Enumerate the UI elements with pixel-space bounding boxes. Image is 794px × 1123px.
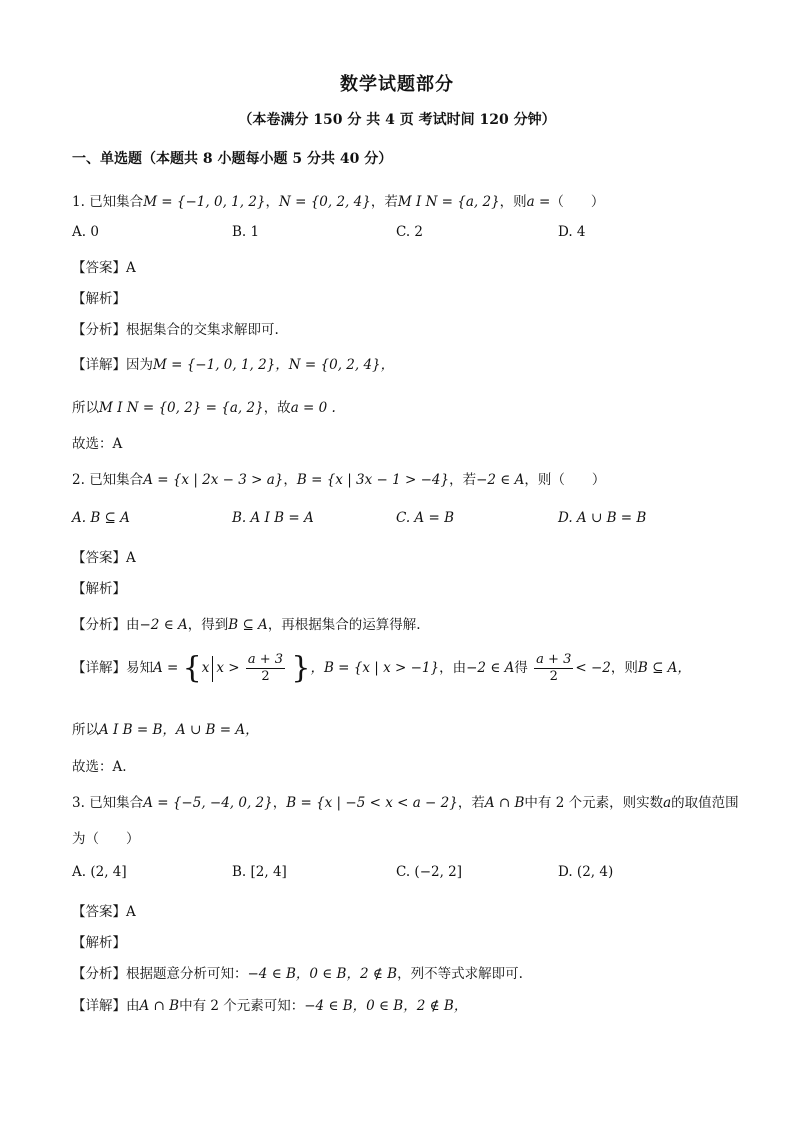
- q2-option-c: C. A = B: [396, 510, 454, 526]
- q3-xiangjie: 【详解】由A ∩ B中有 2 个元素可知：−4 ∈ B，0 ∈ B，2 ∉ B，: [72, 998, 468, 1014]
- q1-set-n: N = {0, 2, 4}: [279, 194, 371, 210]
- q3-stem-continued: 为（ ）: [72, 831, 140, 847]
- page-subtitle: （本卷满分 150 分 共 4 页 考试时间 120 分钟）: [238, 112, 556, 128]
- q1-option-a: A. 0: [72, 224, 99, 240]
- q1-option-c: C. 2: [396, 224, 424, 240]
- q1-set-m: M = {−1, 0, 1, 2}: [143, 194, 266, 210]
- q3-jiexi: 【解析】: [72, 935, 126, 951]
- q3-option-d: D. (2, 4): [558, 864, 614, 880]
- q1-stem: 1. 已知集合M = {−1, 0, 1, 2}，N = {0, 2, 4}，若M I N = {a, 2}，则a =（ ）: [72, 194, 605, 210]
- q1-derivation: 所以M I N = {0, 2} = {a, 2}，故a = 0 .: [72, 400, 336, 416]
- section-heading: 一、单选题（本题共 8 小题每小题 5 分共 40 分）: [72, 151, 393, 167]
- q2-stem: 2. 已知集合A = {x | 2x − 3 > a}，B = {x | 3x − 1 > −4}，若−2 ∈ A，则（ ）: [72, 472, 606, 488]
- q2-number: 2.: [72, 472, 85, 488]
- q2-xiangjie: 【详解】易知A = {x x > $\frac{a + 3}{2}$ }，B = {x | x > −1}，由−2 ∈ A得 $\frac{a + 3}{2}$ < −2，则B ⊆ A，: [72, 650, 691, 686]
- q1-fenxi: 【分析】根据集合的交集求解即可.: [72, 322, 279, 338]
- q3-stem: 3. 已知集合A = {−5, −4, 0, 2}，B = {x | −5 < x < a − 2}，若A ∩ B中有 2 个元素，则实数a的取值范围: [72, 795, 739, 811]
- q2-answer: 【答案】A: [72, 550, 136, 566]
- q3-option-b: B. [2, 4]: [232, 864, 287, 880]
- q1-option-d: D. 4: [558, 224, 586, 240]
- q1-condition: M I N = {a, 2}: [397, 194, 500, 210]
- q1-number: 1.: [72, 194, 85, 210]
- q2-derivation: 所以A I B = B，A ∪ B = A，: [72, 722, 259, 738]
- q3-set-a: A = {−5, −4, 0, 2}: [143, 795, 273, 811]
- q2-condition: −2 ∈ A: [476, 472, 525, 488]
- q3-number: 3.: [72, 795, 85, 811]
- q3-set-b: B = {x | −5 < x < a − 2}: [286, 795, 458, 811]
- fraction: $\frac{a + 3}{2}$: [247, 652, 284, 684]
- q3-answer: 【答案】A: [72, 904, 136, 920]
- q1-option-b: B. 1: [232, 224, 260, 240]
- page-title: 数学试题部分: [340, 74, 454, 95]
- q3-condition: A ∩ B: [484, 795, 525, 811]
- q1-variable: a =: [526, 194, 551, 210]
- q2-option-d: D. A ∪ B = B: [558, 510, 647, 526]
- q2-set-b: B = {x | 3x − 1 > −4}: [296, 472, 450, 488]
- q3-option-a: A. (2, 4]: [72, 864, 127, 880]
- q2-choice: 故选：A.: [72, 759, 127, 775]
- q2-fenxi: 【分析】由−2 ∈ A，得到B ⊆ A，再根据集合的运算得解.: [72, 617, 421, 633]
- q3-fenxi: 【分析】根据题意分析可知：−4 ∈ B，0 ∈ B，2 ∉ B，列不等式求解即可.: [72, 966, 523, 982]
- right-brace: }: [291, 650, 311, 686]
- q2-jiexi: 【解析】: [72, 581, 126, 597]
- left-brace: {: [182, 650, 202, 686]
- q1-answer: 【答案】A: [72, 260, 136, 276]
- fraction-2: $\frac{a + 3}{2}$: [536, 652, 572, 684]
- q1-jiexi: 【解析】: [72, 291, 126, 307]
- q1-xiangjie: 【详解】因为M = {−1, 0, 1, 2}，N = {0, 2, 4}，: [72, 357, 395, 373]
- q3-option-c: C. (−2, 2]: [396, 864, 463, 880]
- q2-option-a: A. B ⊆ A: [72, 510, 130, 526]
- q1-choice: 故选：A: [72, 436, 123, 452]
- q2-set-a: A = {x | 2x − 3 > a}: [143, 472, 284, 488]
- q2-option-b: B. A I B = A: [232, 510, 314, 526]
- set-builder-bar: [212, 656, 213, 682]
